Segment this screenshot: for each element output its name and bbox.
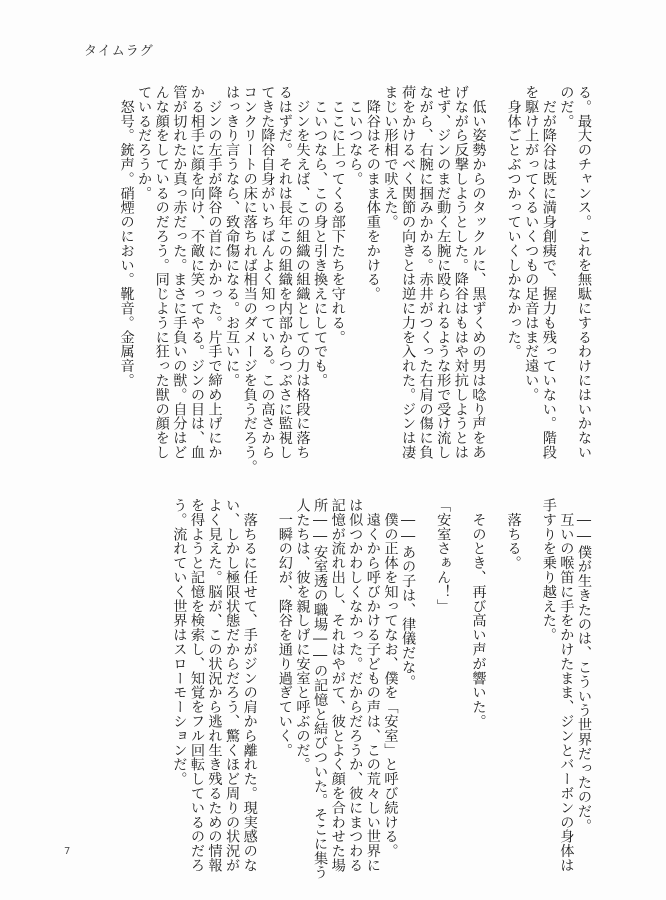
text-line: コンクリートの床に落ちれば相当のダメージを負うだろう。 xyxy=(241,85,258,474)
text-line: せず、ジンのまだ動く左腕に殴られるような形で受け流し xyxy=(435,85,452,460)
text-line: んな顔をしているのだろう。同じように狂った獣の顔をし xyxy=(153,85,170,460)
text-line: ――あの子は、律儀だな。 xyxy=(400,498,417,689)
text-line: 記憶が流れ出し、それはやがて、彼とよく顔を合わせた場 xyxy=(329,498,346,873)
text-line: 落ちる。 xyxy=(505,498,522,570)
text-line: るはずだ。それは長年この組織を内部からつぶさに監視し xyxy=(276,85,293,460)
text-line: 降谷はそのまま体重をかける。 xyxy=(364,85,381,301)
text-line: い、しかし極限状態だからだろう、驚くほど周りの状況が xyxy=(224,498,241,873)
text-line: かる相手に顔を向け、不敵に笑ってやる。ジンの目は、血 xyxy=(188,85,205,460)
text-line: のだ。 xyxy=(558,85,575,129)
text-line: 人たちは、彼を親しげに安室と呼ぶのだ。 xyxy=(294,498,311,772)
lower-text-block xyxy=(170,498,592,880)
text-line: ているだろうか。 xyxy=(136,85,153,201)
text-line: まじい形相で吠えた。 xyxy=(382,85,399,229)
text-line xyxy=(416,498,434,843)
text-line xyxy=(486,85,504,457)
text-line: 怒号。銃声。硝煙のにおい。靴音。金属音。 xyxy=(118,85,135,388)
text-line: だが降谷は既に満身創痍で、握力も残っていない。階段 xyxy=(540,85,557,460)
text-line: てきた降谷自身がいちばんよく知っている。この高さから xyxy=(259,85,276,460)
text-line: う。流れていく世界はスローモーションだ。 xyxy=(171,498,188,786)
text-line: を得ようと記憶を検索し、知覚をフル回転しているのだろ xyxy=(188,498,205,873)
text-line: を駆け上がってくるいくつもの足音はまだ遠い。 xyxy=(523,85,540,402)
text-line: 一瞬の幻が、降谷を通り過ぎていく。 xyxy=(276,498,293,758)
text-line xyxy=(451,498,469,843)
text-line: はっきり言うなら、致命傷になる。お互いに。 xyxy=(224,85,241,388)
text-line xyxy=(258,498,276,843)
text-line: 遠くから呼びかける子どもの声は、この荒々しい世界に xyxy=(364,498,381,873)
text-line: ながら、右腕に掴みかかる。赤井がつくった右肩の傷に負 xyxy=(417,85,434,460)
text-line: ここに上ってくる部下たちを守れる。 xyxy=(329,85,346,345)
text-line: 互いの喉笛に手をかけたまま、ジンとバーボンの身体は xyxy=(558,498,575,873)
text-line: 低い姿勢からのタックルに、黒ずくめの男は唸り声をあ xyxy=(470,85,487,460)
text-line: よく見えた。脳が、この状況から逃れ生き残るための情報 xyxy=(206,498,223,873)
text-line: 「安室さぁん！」 xyxy=(435,498,452,614)
text-line: 身体ごとぶつかっていくしかなかった。 xyxy=(505,85,522,359)
text-line: 落ちるに任せて、手がジンの肩から離れた。現実感のな xyxy=(241,498,258,873)
text-line: ――僕が生きたのは、こういう世界だったのだ。 xyxy=(576,498,592,833)
text-line: ジンの左手が降谷の首にかかった。片手で締め上げにか xyxy=(206,85,223,460)
text-line xyxy=(486,498,504,843)
text-line: る。最大のチャンス。これを無駄にするわけにはいかない xyxy=(576,85,592,460)
upper-text-block xyxy=(117,85,592,474)
running-head: タイムラグ xyxy=(84,44,154,59)
text-line xyxy=(522,498,540,843)
text-line: こいつなら。 xyxy=(347,85,364,186)
text-line: ジンを失えば、この組織の組織としての力は格段に落ち xyxy=(294,85,311,460)
text-line: 荷をかけるべく関節の向きとは逆に力を入れた。ジンは凄 xyxy=(400,85,417,460)
text-line: 所――安室透の職場――の記憶と結びついた。そこに集う xyxy=(312,498,329,880)
text-line: げながら反撃しようとした。降谷はもはや対抗しようとは xyxy=(452,85,469,460)
text-line: そのとき、再び高い声が響いた。 xyxy=(470,498,487,729)
text-line: 手すりを乗り越えた。 xyxy=(540,498,557,642)
text-line: 僕の正体を知ってなお、僕を「安室」と呼び続ける。 xyxy=(382,498,399,858)
text-line: 管が切れたか真っ赤だった。まさに手負いの獣。自分はど xyxy=(171,85,188,460)
text-line: こいつなら、この身と引き換えにしてでも。 xyxy=(312,85,329,388)
page-number: 7 xyxy=(64,846,71,857)
text-line: は似つかわしくなかった。だからだろうか、彼にまつわる xyxy=(347,498,364,873)
